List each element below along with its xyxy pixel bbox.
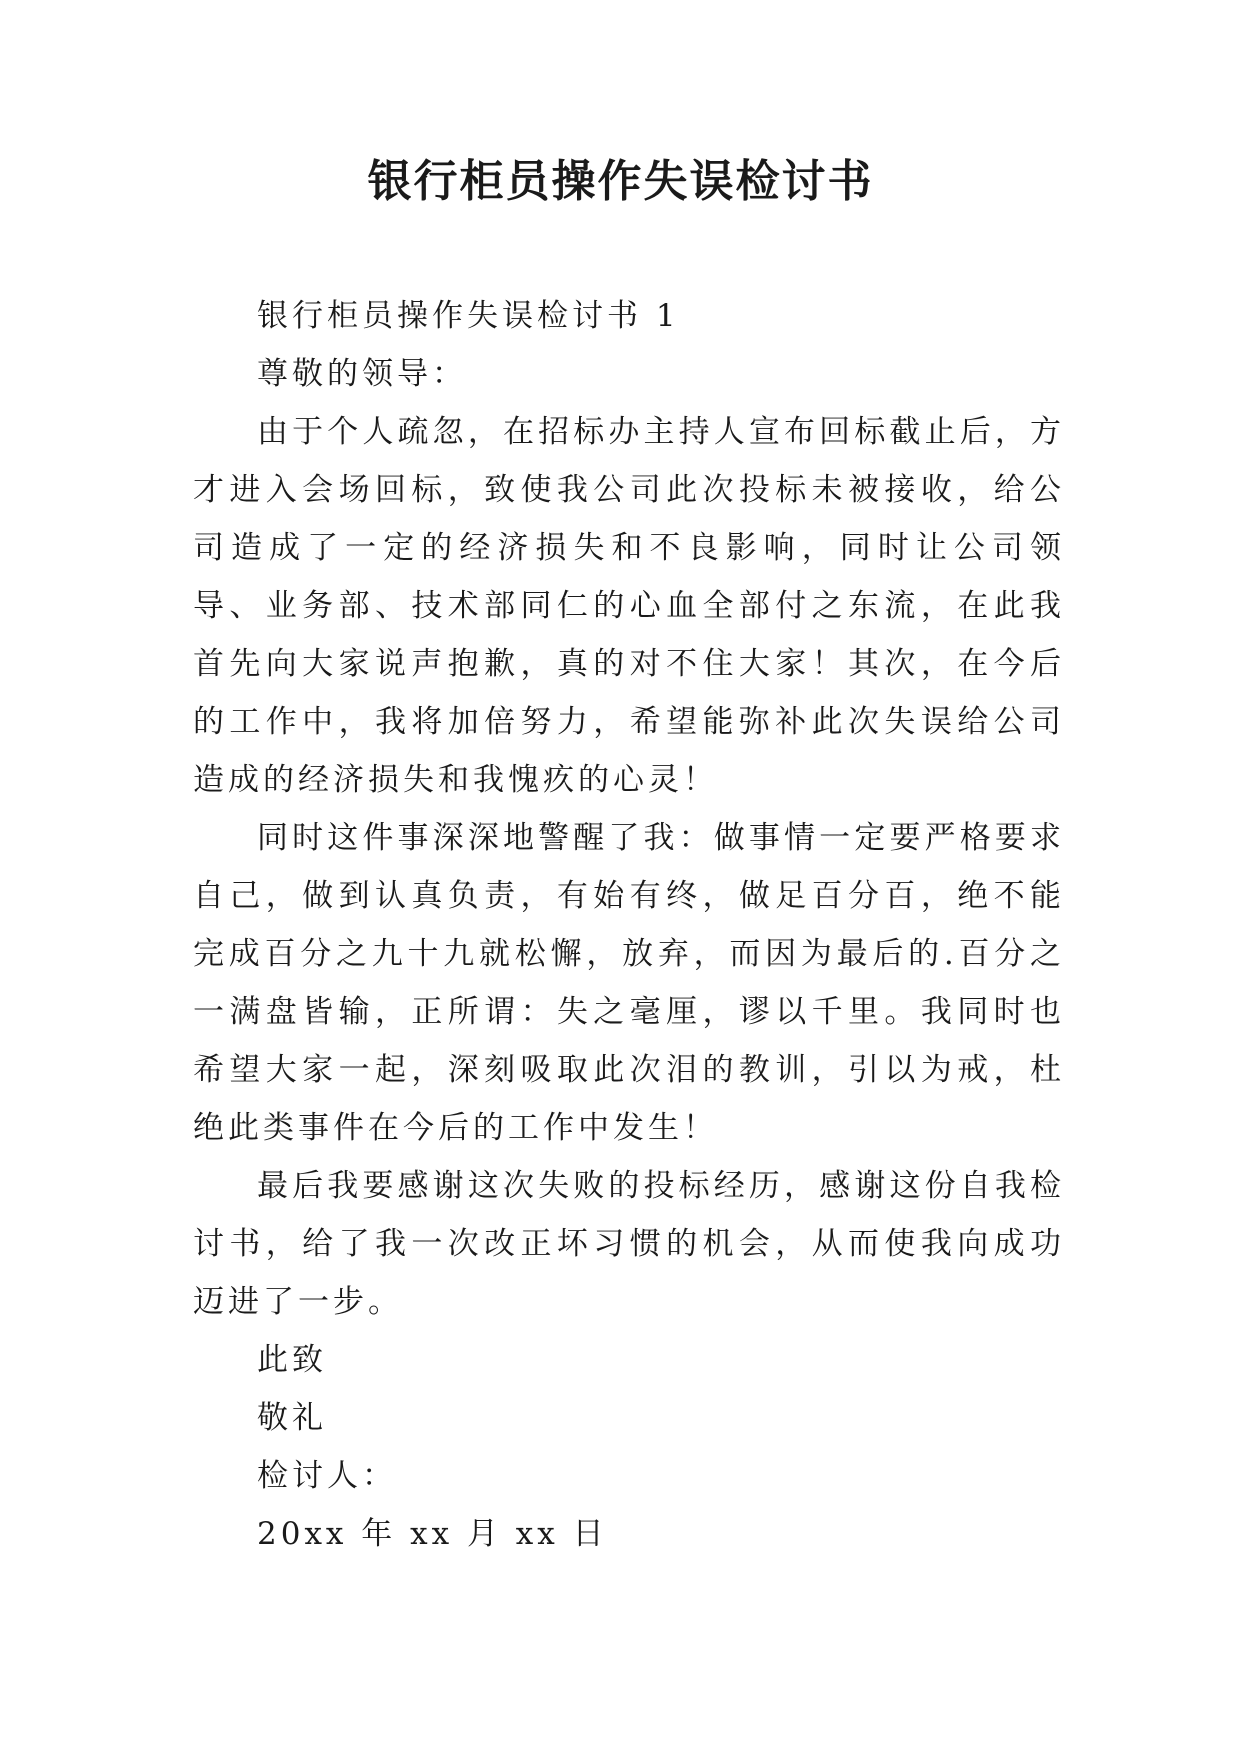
paragraph-1: 由于个人疏忽，在招标办主持人宣布回标截止后，方才进入会场回标，致使我公司此次投标未被接收，给公司造成了一定的经济损失和不良影响，同时让公司领导、业务部、技术部同仁的心血全部付之东流，在此我首先向大家说声抱歉，真的对不住大家！其次，在今后的工作中，我将加倍努力，希望能弥补此次失误给公司造成的经济损失和我愧疚的心灵！ bbox=[193, 414, 1065, 798]
closing-line-1: 此致 bbox=[257, 1342, 327, 1378]
signer-label: 检讨人： bbox=[257, 1458, 397, 1494]
document-title: 银行柜员操作失误检讨书 bbox=[367, 156, 874, 207]
closing-line-2: 敬礼 bbox=[257, 1400, 327, 1436]
document-subtitle: 银行柜员操作失误检讨书 1 bbox=[257, 298, 680, 334]
signature-date: 20xx 年 xx 月 xx 日 bbox=[257, 1516, 608, 1552]
paragraph-3: 最后我要感谢这次失败的投标经历，感谢这份自我检讨书，给了我一次改正坏习惯的机会，从而使我向成功迈进了一步。 bbox=[193, 1168, 1065, 1320]
salutation: 尊敬的领导： bbox=[257, 356, 467, 392]
document-body bbox=[193, 287, 1065, 1563]
paragraph-2: 同时这件事深深地警醒了我：做事情一定要严格要求自己，做到认真负责，有始有终，做足百分百，绝不能完成百分之九十九就松懈，放弃，而因为最后的.百分之一满盘皆输，正所谓：失之毫厘，谬以千里。我同时也希望大家一起，深刻吸取此次泪的教训，引以为戒，杜绝此类事件在今后的工作中发生！ bbox=[193, 820, 1065, 1146]
